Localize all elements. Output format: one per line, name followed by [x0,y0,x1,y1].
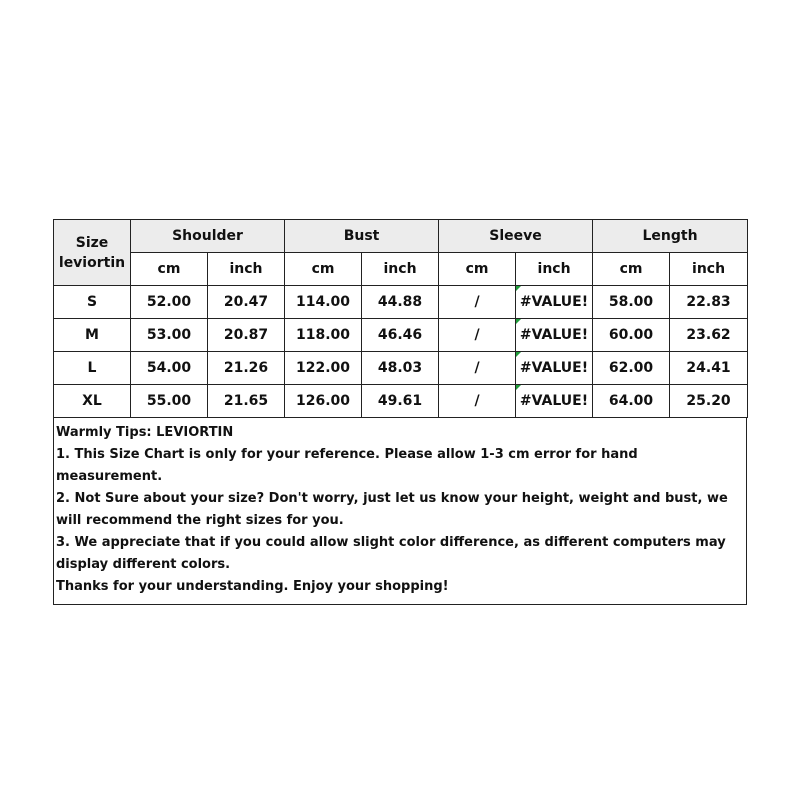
error-value: #VALUE! [519,360,589,376]
error-flag-icon [516,385,521,390]
unit-header: inch [516,253,593,286]
table-cell: 62.00 [593,352,670,385]
error-cell [516,319,593,352]
size-header-label: Size [75,234,109,251]
error-cell [516,286,593,319]
table-row [54,319,748,352]
error-value: #VALUE! [519,327,589,343]
table-cell: 25.20 [670,385,748,418]
size-cell: S [54,286,131,319]
table-cell: 52.00 [131,286,208,319]
size-header-brand: leviortin [58,254,126,271]
table-cell: / [439,319,516,352]
unit-header: cm [593,253,670,286]
table-cell: 126.00 [285,385,362,418]
unit-header: inch [670,253,748,286]
tip-item: 3. We appreciate that if you could allow slight color difference, as different computers may display different colors. [56,535,726,572]
table-cell: 24.41 [670,352,748,385]
table-cell: 60.00 [593,319,670,352]
tips-heading: Warmly Tips: LEVIORTIN [56,425,234,440]
size-chart [53,219,747,605]
table-cell: / [439,385,516,418]
size-cell: M [54,319,131,352]
unit-header: cm [285,253,362,286]
group-header-shoulder: Shoulder [131,220,285,253]
error-cell [516,385,593,418]
unit-header: cm [131,253,208,286]
table-cell: / [439,352,516,385]
group-header-bust: Bust [285,220,439,253]
table-cell: / [439,286,516,319]
unit-header: cm [439,253,516,286]
error-flag-icon [516,352,521,357]
error-flag-icon [516,286,521,291]
size-table-body [54,286,748,418]
error-value: #VALUE! [519,393,589,409]
table-cell: 58.00 [593,286,670,319]
error-cell [516,352,593,385]
table-cell: 53.00 [131,319,208,352]
unit-header: inch [362,253,439,286]
table-cell: 23.62 [670,319,748,352]
size-cell: XL [54,385,131,418]
table-cell: 20.87 [208,319,285,352]
table-cell: 54.00 [131,352,208,385]
table-row [54,385,748,418]
table-cell: 21.26 [208,352,285,385]
tip-item: 2. Not Sure about your size? Don't worry, just let us know your height, weight and bust, we will recommend the right sizes for you. [56,491,728,528]
tips-box [53,418,747,605]
tip-item: 1. This Size Chart is only for your reference. Please allow 1-3 cm error for hand measurement. [56,447,638,484]
table-row [54,286,748,319]
size-cell: L [54,352,131,385]
group-header-length: Length [593,220,748,253]
error-flag-icon [516,319,521,324]
tips-closing: Thanks for your understanding. Enjoy your shopping! [56,579,449,594]
table-cell: 46.46 [362,319,439,352]
table-cell: 48.03 [362,352,439,385]
table-row [54,352,748,385]
size-header [54,220,131,286]
table-cell: 20.47 [208,286,285,319]
table-cell: 114.00 [285,286,362,319]
table-cell: 55.00 [131,385,208,418]
table-cell: 118.00 [285,319,362,352]
unit-header: inch [208,253,285,286]
size-table [53,219,748,418]
table-cell: 22.83 [670,286,748,319]
error-value: #VALUE! [519,294,589,310]
table-cell: 49.61 [362,385,439,418]
group-header-sleeve: Sleeve [439,220,593,253]
table-cell: 64.00 [593,385,670,418]
table-cell: 44.88 [362,286,439,319]
table-cell: 21.65 [208,385,285,418]
table-cell: 122.00 [285,352,362,385]
